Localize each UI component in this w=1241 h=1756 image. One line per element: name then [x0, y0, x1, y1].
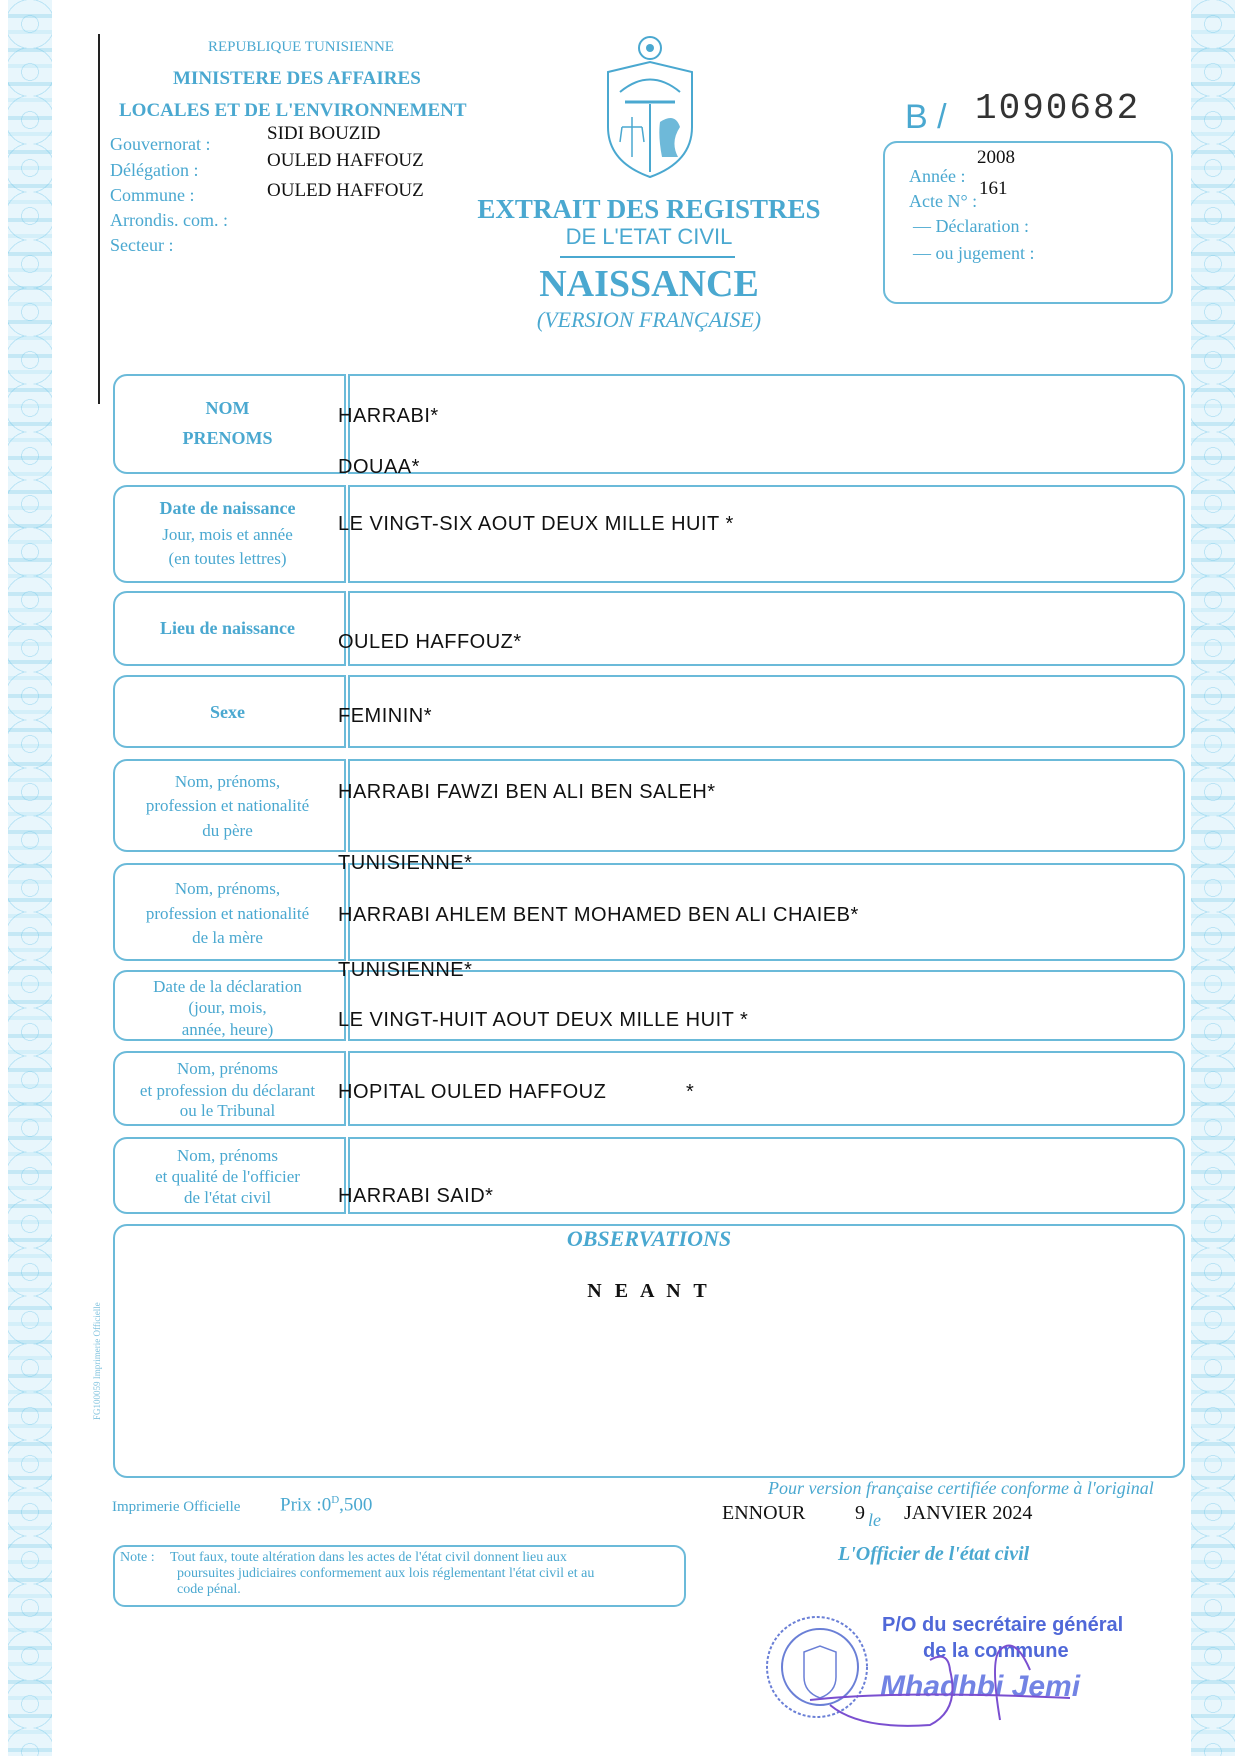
observations-title: OBSERVATIONS	[566, 1226, 732, 1251]
ministry-line2: LOCALES ET DE L'ENVIRONNEMENT	[119, 100, 467, 121]
declaration-date-label3: année, heure)	[181, 1020, 274, 1039]
mere-nationality: TUNISIENNE*	[338, 959, 473, 981]
officier-label2: et qualité de l'officier	[155, 1167, 300, 1186]
stamp-line2: de la commune	[923, 1640, 1069, 1662]
republic-label: REPUBLIQUE TUNISIENNE	[208, 39, 394, 55]
annee-value: 2008	[977, 147, 1015, 168]
document-type-title: NAISSANCE	[539, 263, 759, 305]
declarant-label3: ou le Tribunal	[179, 1101, 276, 1120]
pere-value: HARRABI FAWZI BEN ALI BEN SALEH*	[338, 781, 716, 803]
date-naissance-sublabel1: Jour, mois et année	[162, 525, 293, 544]
lieu-value: OULED HAFFOUZ*	[338, 631, 522, 653]
price-unit: D	[331, 1494, 340, 1506]
arrondissement-label: Arrondis. com. :	[110, 210, 228, 230]
declarant-label2: et profession du déclarant	[139, 1081, 316, 1100]
serial-prefix: B /	[905, 98, 947, 136]
mere-label3: de la mère	[192, 928, 263, 947]
side-print-code: FG100059 Imprimerie Officielle	[92, 1302, 102, 1420]
date-value: JANVIER 2024	[904, 1502, 1033, 1524]
price-decimal: ,500	[339, 1494, 373, 1516]
secteur-label: Secteur :	[110, 235, 174, 255]
note-label: Note :	[120, 1550, 155, 1565]
note-line3: code pénal.	[177, 1582, 241, 1597]
lieu-label: Lieu de naissance	[159, 618, 296, 638]
date-naissance-label: Date de naissance	[159, 498, 296, 518]
certified-text: Pour version française certifiée conforme à l'original	[768, 1478, 1154, 1498]
title-line2: DE L'ETAT CIVIL	[565, 224, 733, 249]
commune-value: OULED HAFFOUZ	[267, 180, 424, 201]
mere-value: HARRABI AHLEM BENT MOHAMED BEN ALI CHAIEB*	[338, 904, 859, 926]
row-nom-box	[113, 374, 1185, 474]
officier-label1: Nom, prénoms	[176, 1146, 279, 1165]
nom-value: HARRABI*	[338, 405, 439, 427]
title-divider	[560, 256, 735, 258]
prenoms-label: PRENOMS	[182, 428, 273, 448]
acte-number-value: 161	[979, 178, 1008, 199]
gouvernorat-label: Gouvernorat :	[110, 134, 211, 154]
declaration-date-label2: (jour, mois,	[188, 998, 267, 1017]
officier-label3: de l'état civil	[183, 1188, 272, 1207]
date-naissance-value: LE VINGT-SIX AOUT DEUX MILLE HUIT *	[338, 513, 734, 535]
ministry-line1: MINISTERE DES AFFAIRES	[173, 68, 421, 89]
note-line2: poursuites judiciaires conformement aux lois réglementant l'état civil et au	[177, 1566, 595, 1581]
place-value: ENNOUR	[722, 1502, 806, 1524]
mere-label1: Nom, prénoms,	[174, 879, 281, 898]
observations-box	[113, 1224, 1185, 1478]
serial-number: 1090682	[975, 88, 1141, 129]
declaration-date-value: LE VINGT-HUIT AOUT DEUX MILLE HUIT *	[338, 1009, 749, 1031]
declarant-value: HOPITAL OULED HAFFOUZ	[338, 1081, 607, 1103]
signature-icon	[800, 1630, 1080, 1740]
price-main: Prix :0	[280, 1494, 332, 1516]
acte-number-label: Acte N° :	[909, 191, 978, 211]
declarant-label1: Nom, prénoms	[176, 1059, 279, 1078]
declaration-label: — Déclaration :	[913, 216, 1029, 236]
delegation-label: Délégation :	[110, 160, 199, 180]
left-security-border	[8, 0, 52, 1756]
gouvernorat-value: SIDI BOUZID	[267, 123, 381, 144]
stamp-line1: P/O du secrétaire général	[882, 1614, 1124, 1636]
pere-label2: profession et nationalité	[145, 796, 310, 815]
stamp-name: Mhadhbi Jemi	[880, 1670, 1081, 1703]
nom-label: NOM	[205, 398, 250, 418]
pere-label3: du père	[202, 821, 253, 840]
commune-label: Commune :	[110, 185, 195, 205]
right-security-border	[1191, 0, 1235, 1756]
delegation-value: OULED HAFFOUZ	[267, 150, 424, 171]
day-value: 9	[855, 1502, 865, 1524]
observations-value: N E A N T	[587, 1280, 711, 1302]
version-label: (VERSION FRANÇAISE)	[536, 307, 762, 332]
note-line1: Tout faux, toute altération dans les actes de l'état civil donnent lieu aux	[170, 1550, 567, 1565]
officer-title: L'Officier de l'état civil	[838, 1543, 1030, 1565]
imprimerie-label: Imprimerie Officielle	[112, 1499, 241, 1515]
tunisia-coat-of-arms-icon	[600, 32, 700, 182]
declaration-date-label1: Date de la déclaration	[153, 977, 302, 996]
declarant-star: *	[686, 1081, 695, 1103]
jugement-label: — ou jugement :	[913, 243, 1035, 263]
price-label	[280, 1494, 372, 1516]
sexe-value: FEMININ*	[338, 705, 432, 727]
annee-label: Année :	[909, 166, 966, 186]
mere-label2: profession et nationalité	[145, 904, 310, 923]
le-label: le	[868, 1510, 881, 1530]
sexe-label: Sexe	[210, 702, 245, 722]
officier-value: HARRABI SAID*	[338, 1185, 494, 1207]
date-naissance-sublabel2: (en toutes lettres)	[168, 549, 287, 568]
title-line1: EXTRAIT DES REGISTRES	[477, 194, 821, 224]
pere-label1: Nom, prénoms,	[174, 772, 281, 791]
scan-edge-line	[98, 34, 100, 404]
prenom-value: DOUAA*	[338, 456, 420, 478]
pere-nationality: TUNISIENNE*	[338, 852, 473, 874]
